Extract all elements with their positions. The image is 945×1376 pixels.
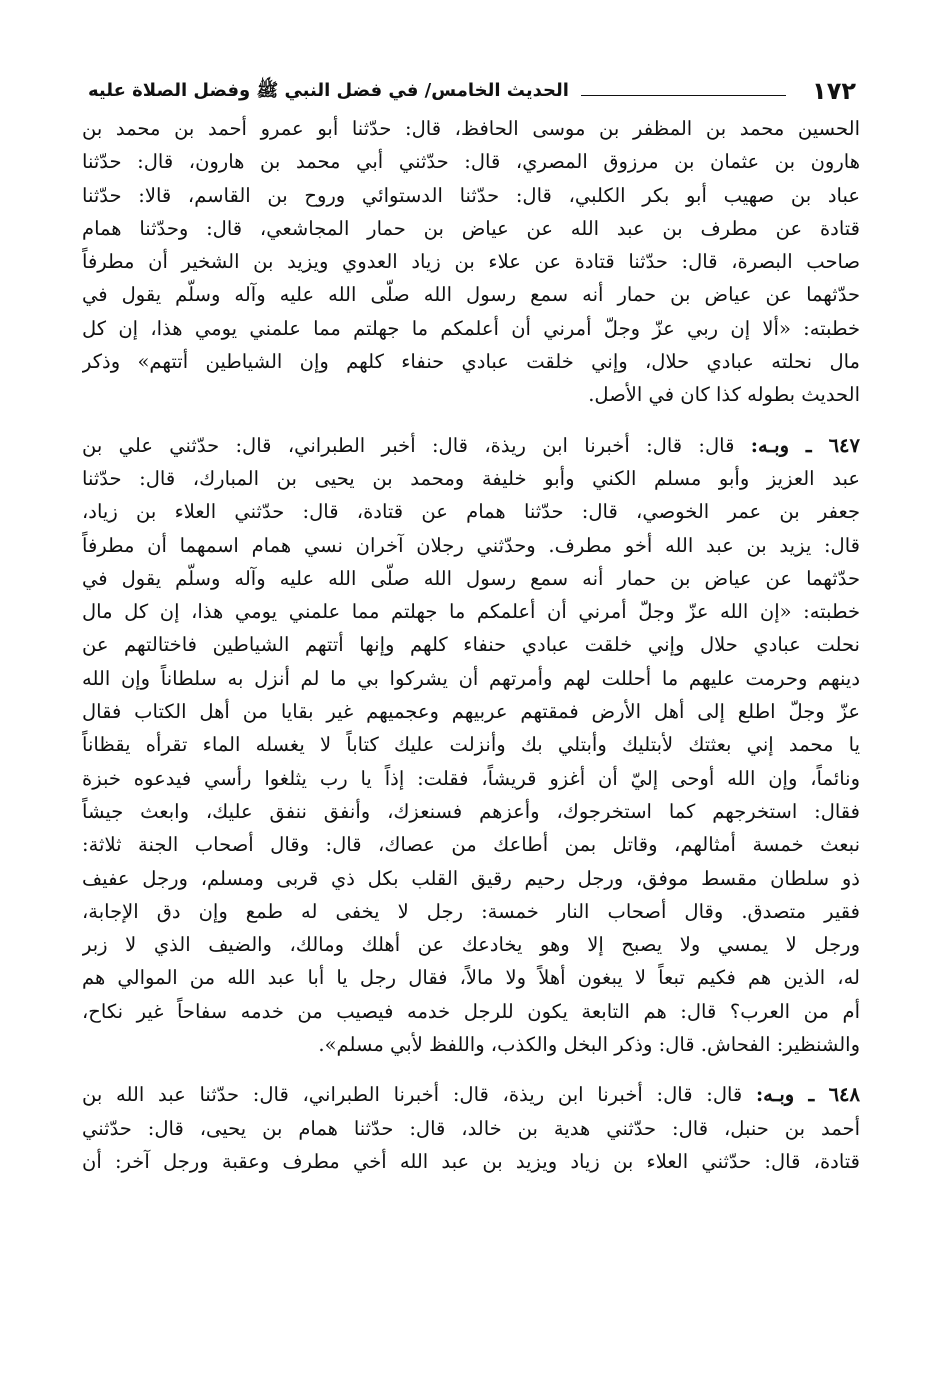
text-line: خطبته: «إن الله عزّ وجلّ أمرني أن أعلمكم ما جهلتم مما علمني يومي هذا، إن كل مال — [82, 600, 860, 624]
text-line: عباد بن صهيب أبو بكر الكلبي، قال: حدّثنا الدستوائي وروح بن القاسم، قالا: حدّثنا — [82, 183, 860, 207]
text-line: نحلت عبادي حلال وإني خلقت عبادي حنفاء كلهم وإنها أتتهم الشياطين فاختالتهم عن — [82, 633, 860, 657]
chapter-title: الحديث الخامس/ في فضل النبي ﷺ وفضل الصلاة عليه — [88, 80, 569, 101]
hadith-647 — [82, 429, 860, 1062]
text-line: خطبته: «ألا إن ربي عزّ وجلّ أمرني أن أعلمكم ما جهلتم مما علمني يومي هذا، إن كل — [82, 316, 860, 340]
text-line-content: قال: قال: أخبرنا ابن ريذة، قال: أخبرنا الطبراني، قال: حدّثنا عبد الله بن — [82, 1083, 743, 1107]
running-header — [88, 62, 856, 105]
text-line: نبعث خمسة أمثالهم، وقاتل بمن أطاعك من عصاك، قال: وقال أصحاب الجنة ثلاثة: — [82, 833, 860, 857]
text-line-first — [82, 1078, 860, 1111]
text-line: الحسين محمد بن المظفر بن موسى الحافظ، قال: حدّثنا أبو عمرو أحمد بن محمد بن — [82, 117, 860, 140]
text-line: قتادة، قال: حدّثني العلاء بن زياد ويزيد بن عبد الله أخي مطرف وعقبة ورجل آخر: أن — [82, 1149, 860, 1173]
text-line: ورجل لا يمسي ولا يصبح إلا وهو يخادعك عن أهلك ومالك، والضيف الذي لا زبر — [82, 933, 860, 957]
hadith-number: ٦٤٨ ـ وبـه: — [755, 1083, 860, 1107]
text-line: الحديث بطوله كذا كان في الأصل. — [588, 383, 860, 407]
hadith-number: ٦٤٧ ـ وبـه: — [750, 433, 860, 457]
text-line: ذو سلطان مقسط موفق، ورجل رحيم رقيق القلب بكل ذي قربى ومسلم، ورجل عفيف — [82, 866, 860, 890]
header-rule — [581, 95, 786, 96]
text-line: فقال: استخرجهم كما استخرجوك، وأعزهم فسنعزك، وأنفق ننفق عليك، وابعث جيشاً — [82, 799, 860, 823]
text-line: عزّ وجلّ اطلع إلى أهل الأرض فمقتهم عربيهم وعجميهم غير بقايا من أهل الكتاب فقال — [82, 700, 860, 724]
text-line: يا محمد إني بعثتك لأبتليك وأبتلي بك وأنزلت عليك كتاباً لا يغسله الماء تقرأه يقظاناً — [82, 733, 860, 757]
text-line: له، الذين هم فكيم تبعاً لا يبغون أهلاً ولا مالاً، فقال رجل يا أبا عبد الله من الموالي هم — [82, 966, 860, 990]
text-line-first — [82, 429, 860, 462]
text-line: دينهم وحرمت عليهم ما أحللت لهم وأمرتهم أن يشركوا بي ما لم أنزل به سلطاناً وإن الله — [82, 666, 860, 690]
paragraph-gap — [82, 412, 860, 429]
text-line: ونائماً، وإن الله أوحى إليّ أن أغزو قريشاً، فقلت: إذاً يا رب يثلغوا رأسي فيدعوه خبزة — [82, 766, 860, 790]
hadith-648 — [82, 1078, 860, 1178]
text-line: عبد العزيز وأبو مسلم الكني وأبو خليفة ومحمد بن يحيى بن المبارك، قال: حدّثنا — [82, 466, 860, 490]
text-line: صاحب البصرة، قال: حدّثنا قتادة عن علاء بن زياد العدوي ويزيد بن الشخير أن مطرفاً — [82, 250, 860, 274]
page-number: ١٧٢ — [812, 77, 856, 105]
text-line: مال نحلته عبادي حلال، وإني خلقت عبادي حنفاء كلهم وإن الشياطين أتتهم» وذكر — [82, 350, 860, 374]
text-line: هارون بن عثمان بن مرزوق المصري، قال: حدّثني أبي محمد بن هارون، قال: حدّثنا — [82, 150, 860, 174]
text-line: حدّثهما عن عياض بن حمار أنه سمع رسول الله صلّى الله عليه وآله وسلّم يقول في — [82, 566, 860, 590]
body-text — [82, 112, 860, 1178]
paragraph-continuation — [82, 112, 860, 412]
text-line: أم من العرب؟ قال: هم التابعة يكون للرجل خدمه فيصيب من خدمه سفاحاً غير نكاح، — [82, 999, 860, 1023]
text-line-content: قال: قال: أخبرنا ابن ريذة، قال: أخبر الطبراني، قال: حدّثني علي بن — [82, 433, 735, 457]
text-line: حدّثهما عن عياض بن حمار أنه سمع رسول الله صلّى الله عليه وآله وسلّم يقول في — [82, 283, 860, 307]
text-line: فقير متصدق. وقال أصحاب النار خمسة: رجل لا يخفى له طمع وإن دق الإجابة، — [82, 899, 860, 923]
text-line: جعفر بن عمر الخوصي، قال: حدّثنا همام عن قتادة، قال: حدّثني العلاء بن زياد، — [82, 500, 860, 524]
text-line: والشنظير: الفحاش. قال: وذكر البخل والكذب، واللفظ لأبي مسلم». — [318, 1033, 860, 1057]
text-line: قتادة عن مطرف بن عبد الله عن عياض بن حمار المجاشعي، قال: وحدّثنا همام — [82, 216, 860, 240]
paragraph-gap — [82, 1061, 860, 1078]
text-line: قال: يزيد بن عبد الله أخو مطرف. وحدّثني رجلان آخران نسي همام اسمهما أن مطرفاً — [82, 533, 860, 557]
text-line: أحمد بن حنبل، قال: حدّثني هدية بن خالد، قال: حدّثنا همام بن يحيى، قال: حدّثني — [82, 1116, 860, 1140]
